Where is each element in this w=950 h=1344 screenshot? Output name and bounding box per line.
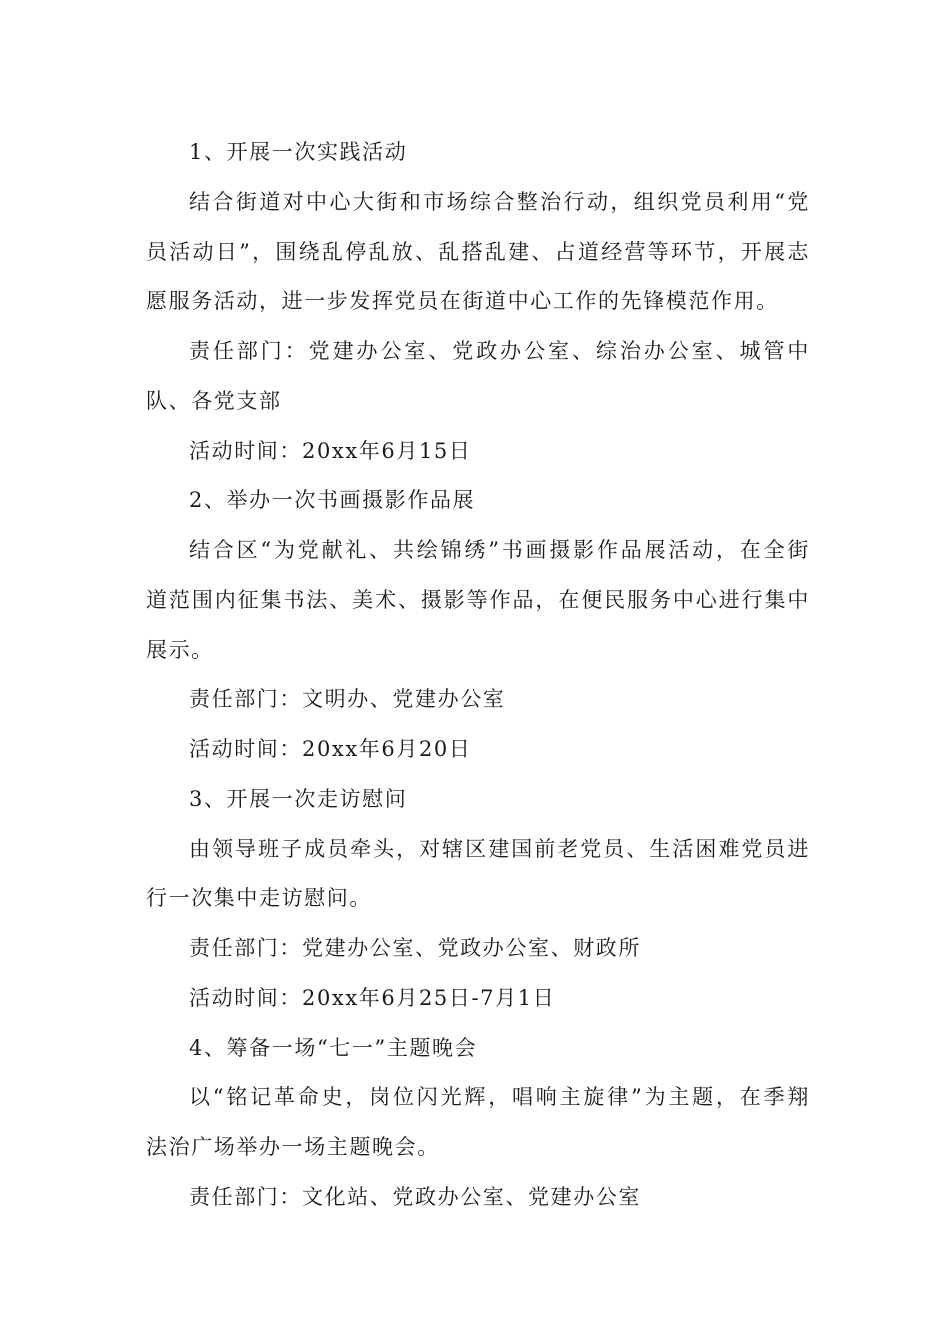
section-1-paragraph-line: 愿服务活动，进一步发挥党员在街道中心工作的先锋模范作用。 (146, 289, 779, 313)
section-2-responsible-line: 责任部门：文明办、党建办公室 (189, 687, 506, 711)
section-heading-2: 2、举办一次书画摄影作品展 (189, 488, 476, 512)
section-3-activity-time: 活动时间：20xx年6月25日-7月1日 (189, 986, 556, 1010)
section-2-activity-time: 活动时间：20xx年6月20日 (189, 737, 472, 761)
section-1-paragraph-line: 员活动日”，围绕乱停乱放、乱搭乱建、占道经营等环节，开展志 (146, 240, 810, 264)
section-4-paragraph-line: 以“铭记革命史，岗位闪光辉，唱响主旋律”为主题，在季翔 (189, 1085, 810, 1109)
section-1-paragraph-line: 结合街道对中心大街和市场综合整治行动，组织党员利用“党 (189, 190, 810, 214)
section-2-paragraph-line: 道范围内征集书法、美术、摄影等作品，在便民服务中心进行集中 (146, 588, 810, 612)
section-1-activity-time: 活动时间：20xx年6月15日 (189, 439, 472, 463)
section-2-paragraph-line: 展示。 (146, 638, 214, 662)
section-4-responsible-line: 责任部门：文化站、党政办公室、党建办公室 (189, 1185, 641, 1209)
section-heading-4: 4、筹备一场“七一”主题晚会 (189, 1036, 478, 1060)
section-3-paragraph-line: 由领导班子成员牵头，对辖区建国前老党员、生活困难党员进 (189, 837, 810, 861)
section-3-responsible-line: 责任部门：党建办公室、党政办公室、财政所 (189, 936, 641, 960)
section-heading-1: 1、开展一次实践活动 (189, 140, 408, 164)
section-2-paragraph-line: 结合区“为党献礼、共绘锦绣”书画摄影作品展活动，在全街 (189, 538, 810, 562)
section-1-responsible-line: 责任部门：党建办公室、党政办公室、综治办公室、城管中 (189, 339, 810, 363)
section-heading-3: 3、开展一次走访慰问 (189, 787, 408, 811)
section-3-paragraph-line: 行一次集中走访慰问。 (146, 886, 372, 910)
section-4-paragraph-line: 法治广场举办一场主题晚会。 (146, 1135, 440, 1159)
section-1-responsible-line: 队、各党支部 (146, 389, 282, 413)
